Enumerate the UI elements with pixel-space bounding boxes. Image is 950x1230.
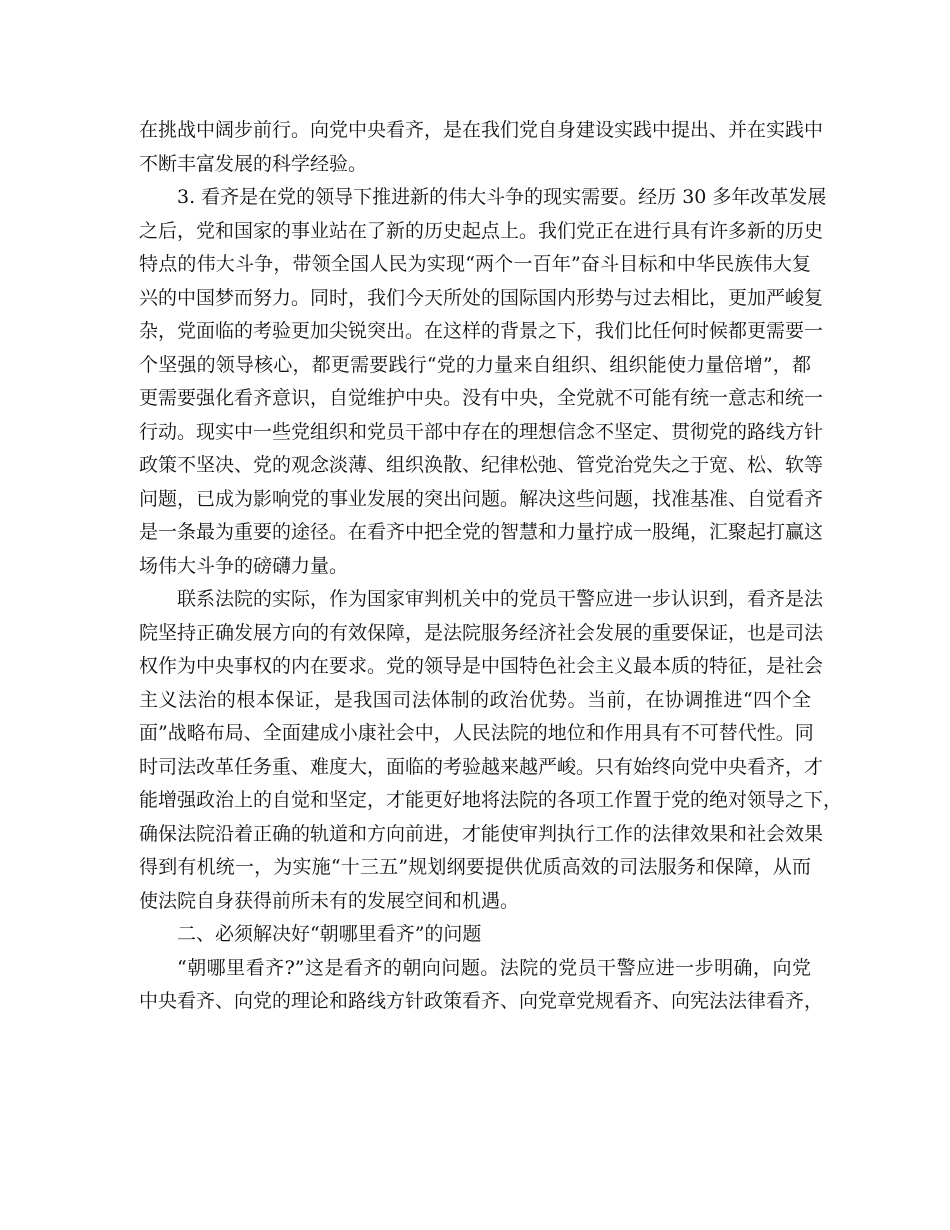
text-line: 行动。现实中一些党组织和党员干部中存在的理想信念不坚定、贯彻党的路线方针 bbox=[139, 420, 824, 443]
text-line: 兴的中国梦而努力。同时，我们今天所处的国际国内形势与过去相比，更加严峻复 bbox=[139, 286, 824, 309]
text-line: 不断丰富发展的科学经验。 bbox=[139, 152, 368, 175]
text-line: 联系法院的实际，作为国家审判机关中的党员干警应进一步认识到，看齐是法 bbox=[177, 588, 824, 610]
text-line: 更需要强化看齐意识，自觉维护中央。没有中央，全党就不可能有统一意志和统一 bbox=[139, 387, 824, 409]
text-line: 之后，党和国家的事业站在了新的历史起点上。我们党正在进行具有许多新的历史 bbox=[139, 219, 824, 242]
text-line: 场伟大斗争的磅礴力量。 bbox=[139, 554, 349, 577]
text-line: 确保法院沿着正确的轨道和方向前进，才能使审判执行工作的法律效果和社会效果 bbox=[139, 822, 824, 845]
text-line: 政策不坚决、党的观念淡薄、组织涣散、纪律松弛、管党治党失之于宽、松、软等 bbox=[139, 454, 824, 476]
text-line: 权作为中央事权的内在要求。党的领导是中国特色社会主义最本质的特征，是社会 bbox=[139, 655, 824, 677]
text-line: 院坚持正确发展方向的有效保障，是法院服务经济社会发展的重要保证，也是司法 bbox=[139, 621, 824, 644]
text-line: 主义法治的根本保证，是我国司法体制的政治优势。当前，在协调推进“四个全 bbox=[139, 688, 811, 711]
text-line: 3. 看齐是在党的领导下推进新的伟大斗争的现实需要。经历 30 多年改革发展 bbox=[177, 186, 827, 208]
text-line: 杂，党面临的考验更加尖锐突出。在这样的背景之下，我们比任何时候都更需要一 bbox=[139, 320, 824, 342]
text-line: 时司法改革任务重、难度大，面临的考验越来越严峻。只有始终向党中央看齐，才 bbox=[139, 755, 824, 778]
text-line: 使法院自身获得前所未有的发展空间和机遇。 bbox=[139, 889, 520, 912]
text-line: 个坚强的领导核心，都更需要践行“党的力量来自组织、组织能使力量倍增”，都 bbox=[139, 353, 811, 376]
text-line: 问题，已成为影响党的事业发展的突出问题。解决这些问题，找准基准、自觉看齐 bbox=[139, 487, 824, 510]
text-line: 能增强政治上的自觉和坚定，才能更好地将法院的各项工作置于党的绝对领导之下， bbox=[139, 789, 843, 811]
text-line: 在挑战中阔步前行。向党中央看齐，是在我们党自身建设实践中提出、并在实践中 bbox=[139, 119, 824, 141]
text-line: 特点的伟大斗争，带领全国人民为实现“两个一百年”奋斗目标和中华民族伟大复 bbox=[139, 253, 811, 275]
text-line: 得到有机统一，为实施“十三五”规划纲要提供优质高效的司法服务和保障，从而 bbox=[139, 856, 811, 878]
text-line: 面”战略布局、全面建成小康社会中，人民法院的地位和作用具有不可替代性。同 bbox=[139, 722, 814, 744]
text-line: 中央看齐、向党的理论和路线方针政策看齐、向党章党规看齐、向宪法法律看齐， bbox=[139, 990, 824, 1012]
text-line: “朝哪里看齐?”这是看齐的朝向问题。法院的党员干警应进一步明确，向党 bbox=[177, 956, 811, 979]
document-body bbox=[139, 114, 843, 1019]
text-line: 二、必须解决好“朝哪里看齐”的问题 bbox=[177, 923, 482, 945]
text-line: 是一条最为重要的途径。在看齐中把全党的智慧和力量拧成一股绳，汇聚起打赢这 bbox=[139, 521, 824, 543]
